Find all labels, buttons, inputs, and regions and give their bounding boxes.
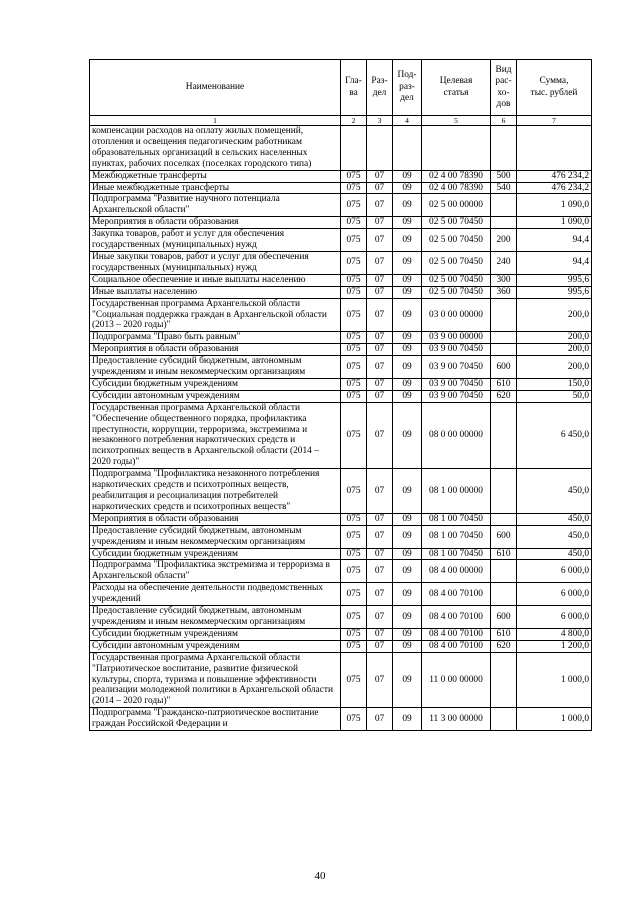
row-expense-type-cell: 600 <box>491 356 517 379</box>
table-row <box>90 525 592 548</box>
row-expense-type-cell: 240 <box>491 251 517 274</box>
row-amount-cell: 450,0 <box>517 525 592 548</box>
row-target-article-cell: 08 1 00 70450 <box>422 548 491 560</box>
row-podrazdel-cell: 09 <box>393 525 422 548</box>
table-body <box>90 126 592 731</box>
row-razdel-cell: 07 <box>367 606 393 629</box>
row-glava-cell: 075 <box>341 548 367 560</box>
row-target-article-cell: 03 9 00 00000 <box>422 332 491 344</box>
row-podrazdel-cell: 09 <box>393 229 422 252</box>
row-amount-cell: 995,6 <box>517 286 592 298</box>
row-target-article-cell: 03 9 00 70450 <box>422 356 491 379</box>
row-expense-type-cell <box>491 560 517 583</box>
table-row <box>90 229 592 252</box>
row-expense-type-cell: 610 <box>491 378 517 390</box>
column-number: 7 <box>517 116 592 126</box>
table-row <box>90 356 592 379</box>
row-name-cell: Подпрограмма "Профилактика незаконного потребления наркотических средств и психотропных веществ, реабилитация и ресоциализация потребителей наркотических средств и психотропных веществ" <box>90 469 341 514</box>
row-target-article-cell: 08 4 00 00000 <box>422 560 491 583</box>
row-razdel-cell: 07 <box>367 548 393 560</box>
row-target-article-cell <box>422 126 491 171</box>
row-amount-cell: 1 090,0 <box>517 217 592 229</box>
row-razdel-cell: 07 <box>367 525 393 548</box>
row-podrazdel-cell: 09 <box>393 344 422 356</box>
row-expense-type-cell <box>491 708 517 731</box>
table-row <box>90 390 592 402</box>
row-amount-cell: 476 234,2 <box>517 170 592 182</box>
header-glava: Гла- ва <box>341 60 367 116</box>
table-row <box>90 606 592 629</box>
row-razdel-cell <box>367 126 393 171</box>
row-amount-cell: 94,4 <box>517 229 592 252</box>
row-target-article-cell: 03 9 00 70450 <box>422 390 491 402</box>
row-expense-type-cell <box>491 332 517 344</box>
row-amount-cell: 450,0 <box>517 469 592 514</box>
row-glava-cell: 075 <box>341 286 367 298</box>
table-row <box>90 708 592 731</box>
row-razdel-cell: 07 <box>367 182 393 194</box>
row-razdel-cell: 07 <box>367 390 393 402</box>
table-row <box>90 560 592 583</box>
row-target-article-cell: 08 1 00 70450 <box>422 525 491 548</box>
row-name-cell: Государственная программа Архангельской области "Социальная поддержка граждан в Архангельской области (2013 – 2020 годы)" <box>90 298 341 332</box>
row-expense-type-cell: 600 <box>491 606 517 629</box>
row-razdel-cell: 07 <box>367 402 393 468</box>
table-row <box>90 217 592 229</box>
row-podrazdel-cell: 09 <box>393 652 422 708</box>
row-razdel-cell: 07 <box>367 583 393 606</box>
header-name: Наименование <box>90 60 341 116</box>
row-expense-type-cell <box>491 583 517 606</box>
row-target-article-cell: 02 4 00 78390 <box>422 182 491 194</box>
row-razdel-cell: 07 <box>367 194 393 217</box>
row-target-article-cell: 08 1 00 00000 <box>422 469 491 514</box>
row-podrazdel-cell: 09 <box>393 560 422 583</box>
row-target-article-cell: 08 4 00 70100 <box>422 628 491 640</box>
row-name-cell: компенсации расходов на оплату жилых помещений, отопления и освещения педагогическим работникам образовательных организаций в сельских населенных пунктах, рабочих поселках (поселках городского типа) <box>90 126 341 171</box>
row-glava-cell: 075 <box>341 182 367 194</box>
table-row <box>90 402 592 468</box>
row-glava-cell: 075 <box>341 344 367 356</box>
row-glava-cell: 075 <box>341 194 367 217</box>
row-razdel-cell: 07 <box>367 251 393 274</box>
row-podrazdel-cell: 09 <box>393 583 422 606</box>
row-name-cell: Социальное обеспечение и иные выплаты населению <box>90 274 341 286</box>
row-razdel-cell: 07 <box>367 332 393 344</box>
row-razdel-cell: 07 <box>367 356 393 379</box>
row-name-cell: Расходы на обеспечение деятельности подведомственных учреждений <box>90 583 341 606</box>
row-amount-cell: 50,0 <box>517 390 592 402</box>
row-podrazdel-cell: 09 <box>393 274 422 286</box>
row-razdel-cell: 07 <box>367 513 393 525</box>
row-razdel-cell: 07 <box>367 286 393 298</box>
row-podrazdel-cell: 09 <box>393 298 422 332</box>
row-amount-cell: 150,0 <box>517 378 592 390</box>
row-target-article-cell: 08 1 00 70450 <box>422 513 491 525</box>
row-razdel-cell: 07 <box>367 378 393 390</box>
row-expense-type-cell: 620 <box>491 390 517 402</box>
row-expense-type-cell <box>491 217 517 229</box>
row-target-article-cell: 02 4 00 78390 <box>422 170 491 182</box>
row-amount-cell: 1 000,0 <box>517 652 592 708</box>
row-name-cell: Подпрограмма "Право быть равным" <box>90 332 341 344</box>
row-target-article-cell: 02 5 00 00000 <box>422 194 491 217</box>
row-target-article-cell: 03 9 00 70450 <box>422 344 491 356</box>
row-target-article-cell: 08 4 00 70100 <box>422 606 491 629</box>
row-podrazdel-cell: 09 <box>393 194 422 217</box>
row-amount-cell: 6 000,0 <box>517 583 592 606</box>
table-row <box>90 126 592 171</box>
header-razdel: Раз- дел <box>367 60 393 116</box>
row-expense-type-cell: 540 <box>491 182 517 194</box>
row-glava-cell: 075 <box>341 708 367 731</box>
row-glava-cell: 075 <box>341 652 367 708</box>
header-podrazdel: Под- раз- дел <box>393 60 422 116</box>
row-amount-cell: 6 000,0 <box>517 560 592 583</box>
row-target-article-cell: 03 9 00 70450 <box>422 378 491 390</box>
row-razdel-cell: 07 <box>367 560 393 583</box>
row-amount-cell: 6 000,0 <box>517 606 592 629</box>
column-number: 6 <box>491 116 517 126</box>
row-glava-cell: 075 <box>341 628 367 640</box>
row-name-cell: Субсидии автономным учреждениям <box>90 390 341 402</box>
row-podrazdel-cell: 09 <box>393 469 422 514</box>
row-glava-cell: 075 <box>341 298 367 332</box>
row-name-cell: Субсидии бюджетным учреждениям <box>90 548 341 560</box>
row-name-cell: Государственная программа Архангельской области "Обеспечение общественного порядка, профилактика преступности, коррупции, терроризма, экстремизма и незаконного потребления наркотических средств и психотропных веществ в Архангельской области (2014 – 2020 годы)" <box>90 402 341 468</box>
table-row <box>90 194 592 217</box>
table-row <box>90 182 592 194</box>
row-glava-cell: 075 <box>341 217 367 229</box>
table-row <box>90 548 592 560</box>
column-number-row <box>90 116 592 126</box>
row-glava-cell: 075 <box>341 525 367 548</box>
column-number: 3 <box>367 116 393 126</box>
row-glava-cell: 075 <box>341 583 367 606</box>
row-podrazdel-cell: 09 <box>393 640 422 652</box>
header-amount: Сумма, тыс. рублей <box>517 60 592 116</box>
row-target-article-cell: 08 4 00 70100 <box>422 640 491 652</box>
table-row <box>90 274 592 286</box>
row-target-article-cell: 02 5 00 70450 <box>422 251 491 274</box>
table-row <box>90 378 592 390</box>
row-target-article-cell: 02 5 00 70450 <box>422 217 491 229</box>
row-podrazdel-cell: 09 <box>393 708 422 731</box>
header-expense-type: Вид рас- хо- дов <box>491 60 517 116</box>
row-amount-cell: 450,0 <box>517 548 592 560</box>
row-amount-cell: 200,0 <box>517 298 592 332</box>
row-podrazdel-cell: 09 <box>393 251 422 274</box>
row-razdel-cell: 07 <box>367 640 393 652</box>
row-amount-cell: 6 450,0 <box>517 402 592 468</box>
row-amount-cell: 4 800,0 <box>517 628 592 640</box>
row-expense-type-cell: 620 <box>491 640 517 652</box>
row-glava-cell: 075 <box>341 469 367 514</box>
row-expense-type-cell <box>491 513 517 525</box>
row-expense-type-cell <box>491 126 517 171</box>
column-number: 2 <box>341 116 367 126</box>
column-number: 4 <box>393 116 422 126</box>
column-number: 5 <box>422 116 491 126</box>
row-target-article-cell: 03 0 00 00000 <box>422 298 491 332</box>
row-target-article-cell: 02 5 00 70450 <box>422 274 491 286</box>
row-glava-cell: 075 <box>341 229 367 252</box>
row-razdel-cell: 07 <box>367 344 393 356</box>
header-row <box>90 60 592 116</box>
row-name-cell: Субсидии автономным учреждениям <box>90 640 341 652</box>
row-expense-type-cell <box>491 194 517 217</box>
row-name-cell: Закупка товаров, работ и услуг для обеспечения государственных (муниципальных) нужд <box>90 229 341 252</box>
row-name-cell: Предоставление субсидий бюджетным, автономным учреждениям и иным некоммерческим организациям <box>90 356 341 379</box>
row-glava-cell: 075 <box>341 332 367 344</box>
row-name-cell: Государственная программа Архангельской области "Патриотическое воспитание, развитие физической культуры, спорта, туризма и повышение эффективности реализации молодежной политики в Архангельской области (2014 – 2020 годы)" <box>90 652 341 708</box>
row-name-cell: Подпрограмма "Гражданско-патриотическое воспитание граждан Российской Федерации и <box>90 708 341 731</box>
row-razdel-cell: 07 <box>367 298 393 332</box>
table-row <box>90 286 592 298</box>
row-glava-cell: 075 <box>341 170 367 182</box>
row-target-article-cell: 02 5 00 70450 <box>422 286 491 298</box>
row-amount-cell: 200,0 <box>517 344 592 356</box>
row-glava-cell: 075 <box>341 251 367 274</box>
row-expense-type-cell <box>491 652 517 708</box>
row-glava-cell: 075 <box>341 390 367 402</box>
row-amount-cell: 450,0 <box>517 513 592 525</box>
row-expense-type-cell: 300 <box>491 274 517 286</box>
table-row <box>90 332 592 344</box>
budget-table <box>89 59 592 731</box>
row-target-article-cell: 11 3 00 00000 <box>422 708 491 731</box>
table-row <box>90 344 592 356</box>
table-row <box>90 170 592 182</box>
page-number: 40 <box>314 870 326 882</box>
row-amount-cell <box>517 126 592 171</box>
row-razdel-cell: 07 <box>367 229 393 252</box>
row-podrazdel-cell <box>393 126 422 171</box>
row-glava-cell: 075 <box>341 606 367 629</box>
row-podrazdel-cell: 09 <box>393 628 422 640</box>
row-podrazdel-cell: 09 <box>393 378 422 390</box>
row-expense-type-cell: 360 <box>491 286 517 298</box>
row-name-cell: Иные выплаты населению <box>90 286 341 298</box>
table-row <box>90 298 592 332</box>
row-podrazdel-cell: 09 <box>393 286 422 298</box>
row-expense-type-cell <box>491 469 517 514</box>
table-row <box>90 513 592 525</box>
row-glava-cell: 075 <box>341 274 367 286</box>
row-glava-cell: 075 <box>341 560 367 583</box>
row-podrazdel-cell: 09 <box>393 217 422 229</box>
row-razdel-cell: 07 <box>367 170 393 182</box>
row-expense-type-cell: 610 <box>491 628 517 640</box>
row-expense-type-cell: 500 <box>491 170 517 182</box>
row-expense-type-cell <box>491 402 517 468</box>
row-name-cell: Субсидии бюджетным учреждениям <box>90 378 341 390</box>
row-name-cell: Подпрограмма "Профилактика экстремизма и терроризма в Архангельской области" <box>90 560 341 583</box>
row-podrazdel-cell: 09 <box>393 390 422 402</box>
row-amount-cell: 1 000,0 <box>517 708 592 731</box>
row-razdel-cell: 07 <box>367 652 393 708</box>
table-row <box>90 640 592 652</box>
row-podrazdel-cell: 09 <box>393 402 422 468</box>
row-name-cell: Предоставление субсидий бюджетным, автономным учреждениям и иным некоммерческим организациям <box>90 525 341 548</box>
row-podrazdel-cell: 09 <box>393 606 422 629</box>
row-glava-cell: 075 <box>341 402 367 468</box>
row-name-cell: Мероприятия в области образования <box>90 217 341 229</box>
row-podrazdel-cell: 09 <box>393 182 422 194</box>
row-name-cell: Субсидии бюджетным учреждениям <box>90 628 341 640</box>
row-glava-cell: 075 <box>341 356 367 379</box>
column-number: 1 <box>90 116 341 126</box>
table-row <box>90 583 592 606</box>
row-razdel-cell: 07 <box>367 708 393 731</box>
row-name-cell: Мероприятия в области образования <box>90 513 341 525</box>
row-target-article-cell: 08 4 00 70100 <box>422 583 491 606</box>
row-amount-cell: 476 234,2 <box>517 182 592 194</box>
row-razdel-cell: 07 <box>367 628 393 640</box>
row-razdel-cell: 07 <box>367 217 393 229</box>
row-name-cell: Иные межбюджетные трансферты <box>90 182 341 194</box>
row-podrazdel-cell: 09 <box>393 513 422 525</box>
row-amount-cell: 1 200,0 <box>517 640 592 652</box>
header-target-article: Целевая статья <box>422 60 491 116</box>
row-amount-cell: 94,4 <box>517 251 592 274</box>
row-glava-cell <box>341 126 367 171</box>
table-row <box>90 469 592 514</box>
row-glava-cell: 075 <box>341 378 367 390</box>
table-row <box>90 251 592 274</box>
row-amount-cell: 200,0 <box>517 356 592 379</box>
row-name-cell: Предоставление субсидий бюджетным, автономным учреждениям и иным некоммерческим организациям <box>90 606 341 629</box>
row-expense-type-cell <box>491 344 517 356</box>
row-razdel-cell: 07 <box>367 469 393 514</box>
row-amount-cell: 1 090,0 <box>517 194 592 217</box>
row-expense-type-cell: 600 <box>491 525 517 548</box>
row-podrazdel-cell: 09 <box>393 548 422 560</box>
row-podrazdel-cell: 09 <box>393 170 422 182</box>
table-row <box>90 628 592 640</box>
row-name-cell: Иные закупки товаров, работ и услуг для обеспечения государственных (муниципальных) нужд <box>90 251 341 274</box>
row-amount-cell: 200,0 <box>517 332 592 344</box>
row-amount-cell: 995,6 <box>517 274 592 286</box>
row-podrazdel-cell: 09 <box>393 356 422 379</box>
row-target-article-cell: 02 5 00 70450 <box>422 229 491 252</box>
row-name-cell: Подпрограмма "Развитие научного потенциала Архангельской области" <box>90 194 341 217</box>
row-razdel-cell: 07 <box>367 274 393 286</box>
row-glava-cell: 075 <box>341 513 367 525</box>
row-expense-type-cell <box>491 298 517 332</box>
row-expense-type-cell: 610 <box>491 548 517 560</box>
row-expense-type-cell: 200 <box>491 229 517 252</box>
row-target-article-cell: 11 0 00 00000 <box>422 652 491 708</box>
row-name-cell: Мероприятия в области образования <box>90 344 341 356</box>
row-podrazdel-cell: 09 <box>393 332 422 344</box>
row-name-cell: Межбюджетные трансферты <box>90 170 341 182</box>
table-row <box>90 652 592 708</box>
row-glava-cell: 075 <box>341 640 367 652</box>
row-target-article-cell: 08 0 00 00000 <box>422 402 491 468</box>
